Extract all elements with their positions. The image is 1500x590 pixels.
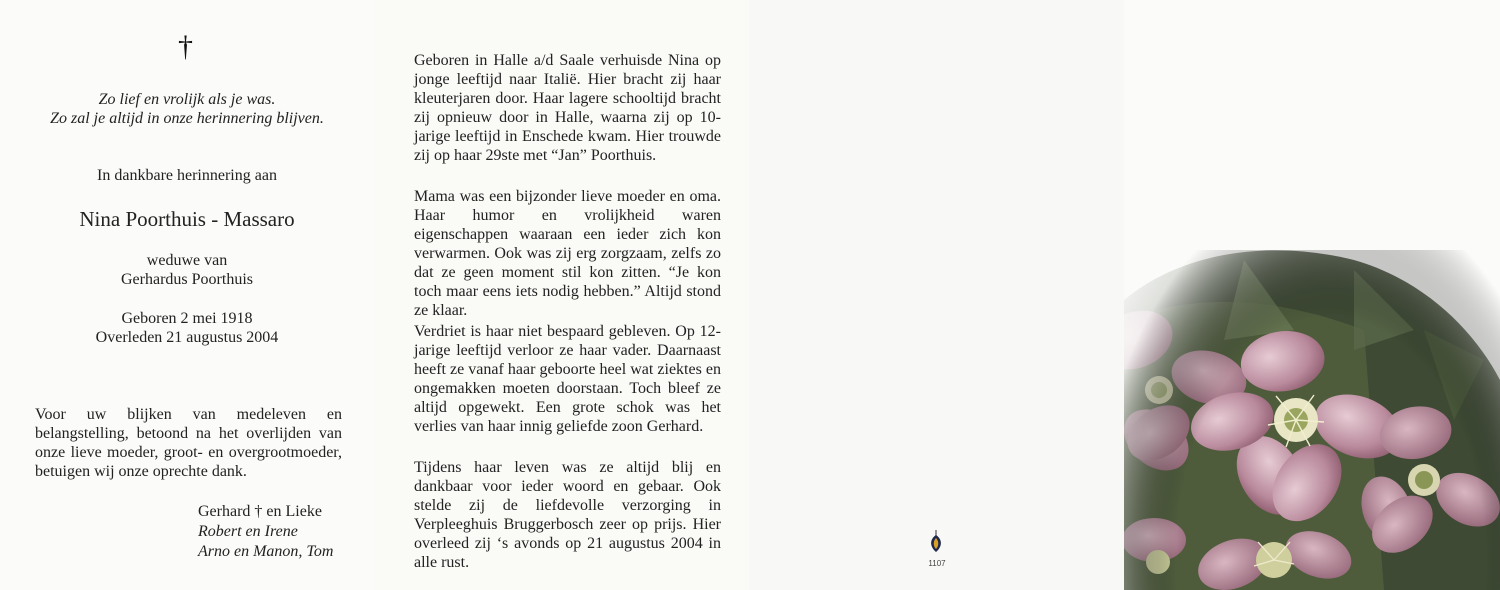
signatory-3: Arno en Manon, Tom — [198, 543, 334, 560]
deceased-name: Nina Poorthuis - Massaro — [79, 207, 295, 231]
cross-icon: † — [178, 30, 193, 63]
biography-text-1: Geboren in Halle a/d Saale verhuisde Nina op jonge leeftijd naar Italië. Hier bracht zij haar kleuterjaren door. Haar lagere schooltijd bracht zij opnieuw door in Halle, waarna zij op 10-jarige leeftijd in Enschede kwam. Hier trouwde zij op haar 29ste met “Jan” Poorthuis. — [414, 52, 721, 164]
birth-date: Geboren 2 mei 1918 — [121, 310, 253, 327]
printer-mark-number: 1107 — [928, 559, 946, 568]
biography-text-3: Verdriet is haar niet bespaard gebleven. Op 12-jarige leeftijd verloor ze haar vader. Daarnaast heeft ze vanaf haar geboorte heel wat ziektes en ongemakken moeten doorstaan. Toch bleef ze altijd opgewekt. Een grote schok was het verlies van haar innig geliefde zoon Gerhard. — [414, 323, 721, 435]
memorial-verse-line-1: Zo lief en vrolijk als je was. — [98, 91, 276, 108]
biography-paragraph-1 — [414, 51, 721, 165]
biography-text-4: Tijdens haar leven was ze altijd blij en dankbaar voor ieder woord en gebaar. Ook stelde zij de liefdevolle verzorging in Verpleeghuis Bruggerbosch zeer op prijs. Hier overleed zij ‘s avonds op 21 augustus 2004 in alle rust. — [414, 459, 721, 571]
dedication-intro: In dankbare herinnering aan — [97, 167, 277, 184]
signatory-1: Gerhard † en Lieke — [198, 503, 322, 520]
memorial-verse-line-2: Zo zal je altijd in onze herinnering blijven. — [50, 110, 324, 127]
husband-name: Gerhardus Poorthuis — [121, 271, 253, 288]
card-panel-floral — [1124, 0, 1500, 590]
card-panel-biography — [374, 0, 749, 590]
widow-line: weduwe van — [146, 252, 228, 269]
card-panel-back — [749, 0, 1124, 590]
biography-paragraph-2 — [414, 187, 721, 320]
card-panel-front — [0, 0, 374, 590]
hellebore-flowers-image — [1124, 0, 1500, 590]
signatory-2: Robert en Irene — [198, 523, 298, 540]
death-date: Overleden 21 augustus 2004 — [95, 329, 279, 346]
thanks-paragraph: Voor uw blijken van medeleven en belangstelling, betoond na het overlijden van onze lieve moeder, groot- en overgrootmoeder, betuigen wij onze oprechte dank. — [35, 406, 342, 480]
leaf-icon — [928, 530, 944, 556]
biography-paragraph-3 — [414, 322, 721, 436]
biography-text-2: Mama was een bijzonder lieve moeder en oma. Haar humor en vrolijkheid waren eigenschappen waaraan een ieder zich kon verwarmen. Ook was zij erg zorgzaam, zelfs zo dat ze geen moment stil kon zitten. “Je kon toch maar eens iets nodig hebben.” Altijd stond ze klaar. — [414, 188, 721, 319]
biography-paragraph-4 — [414, 458, 721, 572]
